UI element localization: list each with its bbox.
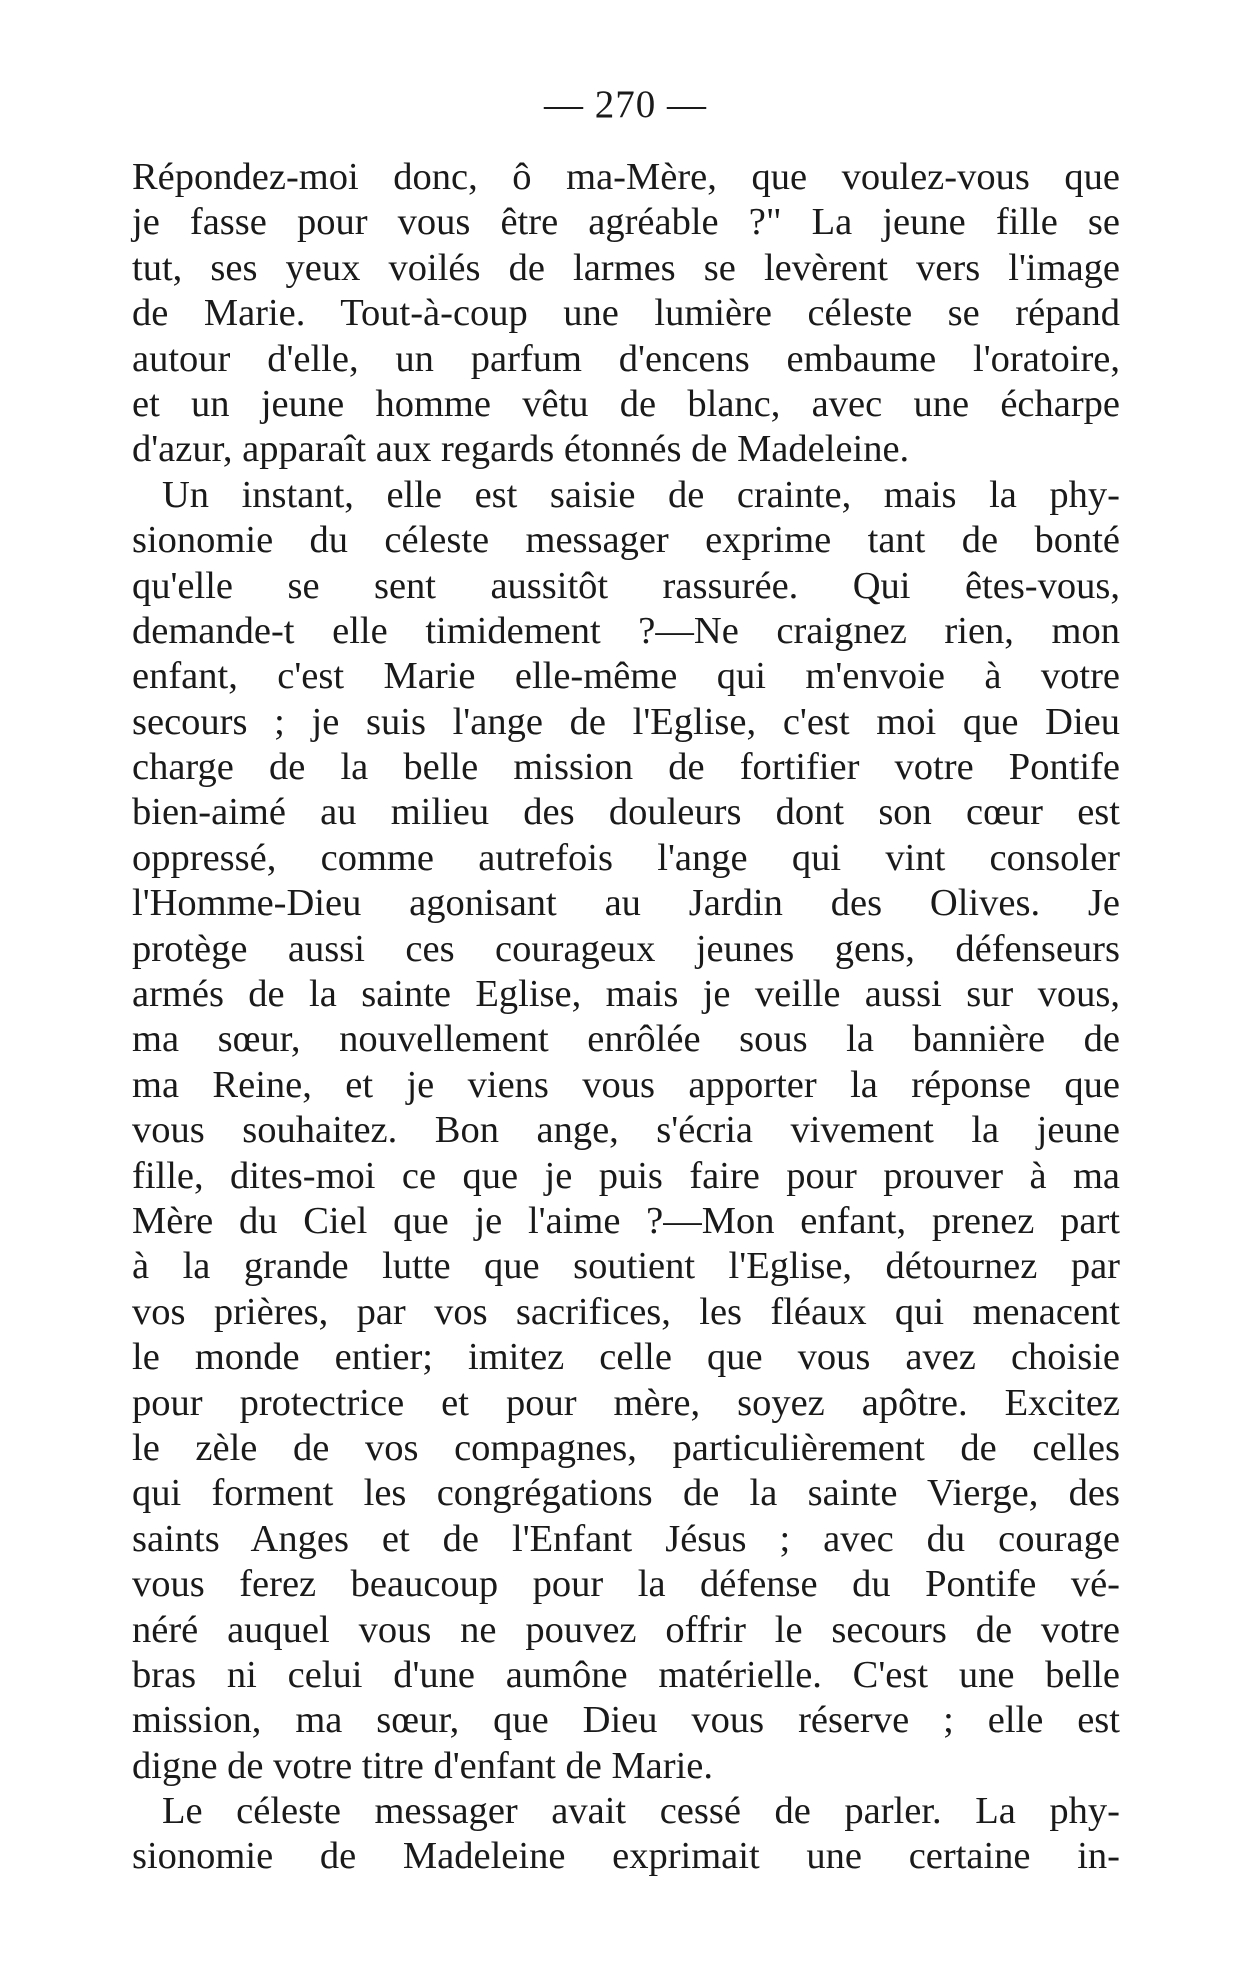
text-line: vous ferez beaucoup pour la défense du Pontife vé- xyxy=(132,1563,1120,1606)
text-line: autour d'elle, un parfum d'encens embaume l'oratoire, xyxy=(132,337,1120,380)
text-line: le zèle de vos compagnes, particulièrement de celles xyxy=(132,1426,1120,1469)
text-line: Répondez-moi donc, ô ma-Mère, que voulez-vous que xyxy=(132,156,1120,198)
text-line: saints Anges et de l'Enfant Jésus ; avec du courage xyxy=(132,1517,1120,1560)
text-line: protège aussi ces courageux jeunes gens, défenseurs xyxy=(132,927,1120,970)
text-line: je fasse pour vous être agréable ?" La jeune fille se xyxy=(132,201,1120,244)
text-line: Un instant, elle est saisie de crainte, mais la phy- xyxy=(162,473,1120,516)
text-line: secours ; je suis l'ange de l'Eglise, c'est moi que Dieu xyxy=(132,700,1120,743)
text-line: fille, dites-moi ce que je puis faire pour prouver à ma xyxy=(132,1154,1120,1197)
text-line: qui forment les congrégations de la sainte Vierge, des xyxy=(132,1472,1120,1515)
text-line: sionomie du céleste messager exprime tant de bonté xyxy=(132,519,1120,562)
text-line: pour protectrice et pour mère, soyez apôtre. Excitez xyxy=(132,1381,1120,1424)
text-line: sionomie de Madeleine exprimait une certaine in- xyxy=(132,1835,1120,1878)
text-line: bras ni celui d'une aumône matérielle. C'est une belle xyxy=(132,1653,1120,1696)
text-line: l'Homme-Dieu agonisant au Jardin des Olives. Je xyxy=(132,882,1120,925)
text-line: d'azur, apparaît aux regards étonnés de Madeleine. xyxy=(132,428,910,471)
text-line: de Marie. Tout-à-coup une lumière céleste se répand xyxy=(132,292,1120,335)
text-line: enfant, c'est Marie elle-même qui m'envoie à votre xyxy=(132,655,1120,698)
text-line: ma Reine, et je viens vous apporter la réponse que xyxy=(132,1063,1120,1106)
text-line: Mère du Ciel que je l'aime ?—Mon enfant, prenez part xyxy=(132,1199,1120,1242)
text-line: ma sœur, nouvellement enrôlée sous la bannière de xyxy=(132,1018,1120,1061)
text-line: Le céleste messager avait cessé de parler. La phy- xyxy=(162,1790,1120,1833)
text-line: néré auquel vous ne pouvez offrir le secours de votre xyxy=(132,1608,1120,1651)
text-line: qu'elle se sent aussitôt rassurée. Qui êtes-vous, xyxy=(132,564,1120,607)
text-line: à la grande lutte que soutient l'Eglise, détournez par xyxy=(132,1245,1120,1288)
body-text xyxy=(132,155,1120,1880)
text-line: armés de la sainte Eglise, mais je veille aussi sur vous, xyxy=(132,973,1120,1016)
text-line: charge de la belle mission de fortifier votre Pontife xyxy=(132,746,1120,789)
text-line: le monde entier; imitez celle que vous avez choisie xyxy=(132,1336,1120,1379)
text-line: demande-t elle timidement ?—Ne craignez rien, mon xyxy=(132,609,1120,652)
text-line: vos prières, par vos sacrifices, les fléaux qui menacent xyxy=(132,1290,1120,1333)
text-line: digne de votre titre d'enfant de Marie. xyxy=(132,1744,713,1787)
page-number: — 270 — xyxy=(544,83,707,126)
text-line: mission, ma sœur, que Dieu vous réserve ; elle est xyxy=(132,1699,1120,1742)
text-line: vous souhaitez. Bon ange, s'écria vivement la jeune xyxy=(132,1109,1120,1152)
text-line: et un jeune homme vêtu de blanc, avec une écharpe xyxy=(132,382,1120,425)
text-line: tut, ses yeux voilés de larmes se levèrent vers l'image xyxy=(132,246,1120,289)
text-line: oppressé, comme autrefois l'ange qui vint consoler xyxy=(132,836,1120,879)
text-line: bien-aimé au milieu des douleurs dont son cœur est xyxy=(132,791,1120,834)
